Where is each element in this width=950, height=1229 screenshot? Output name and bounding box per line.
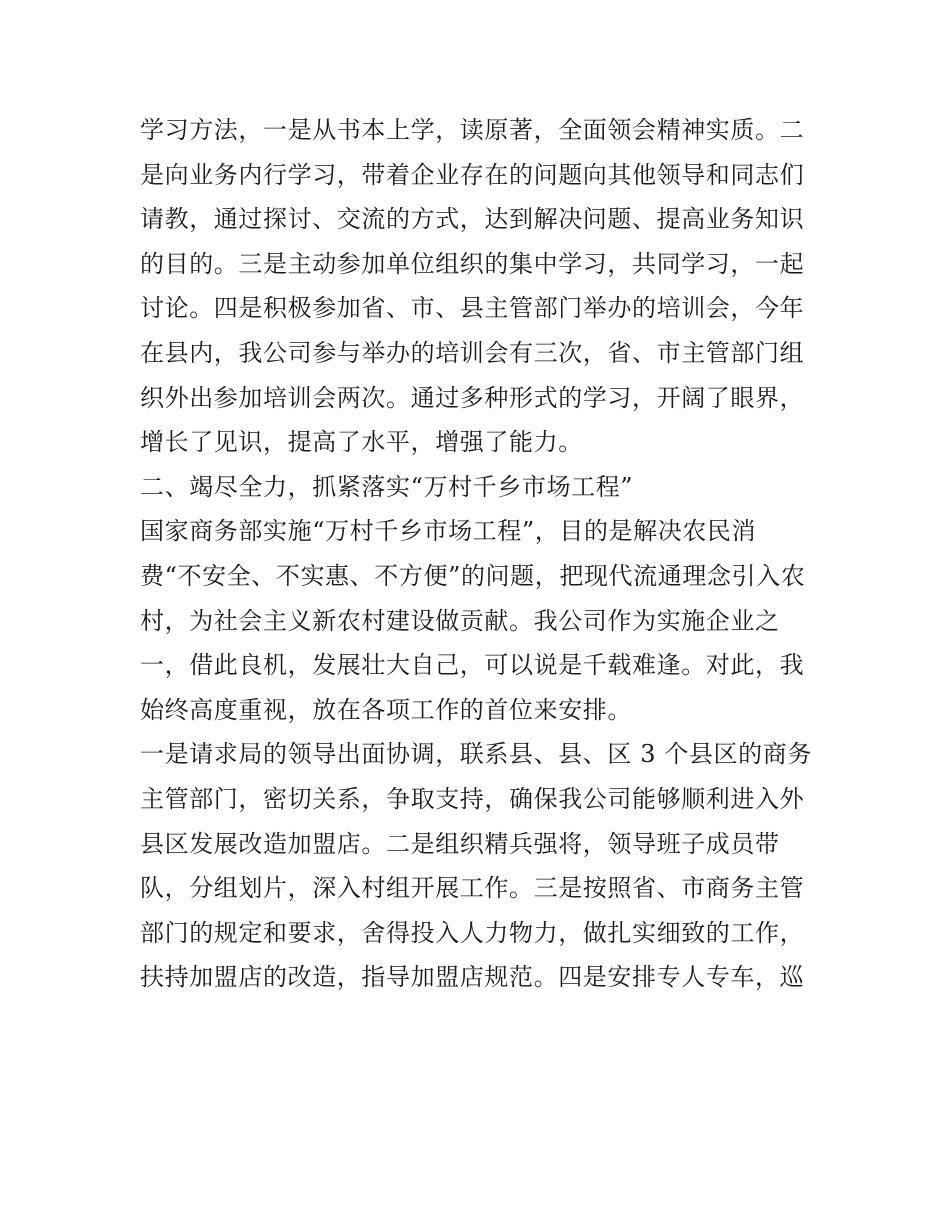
text-line: 请教，通过探讨、交流的方式，达到解决问题、提高业务知识: [140, 205, 805, 234]
text-line: 部门的规定和要求，舍得投入人力物力，做扎实细致的工作，: [140, 918, 805, 947]
text-line: 学习方法，一是从书本上学，读原著，全面领会精神实质。二: [140, 116, 805, 144]
text-line: 县区发展改造加盟店。二是组织精兵强将，领导班子成员带: [140, 829, 780, 858]
text-line: 一是请求局的领导出面协调，联系县、县、区 3 个县区的商务: [140, 740, 812, 769]
text-line: 在县内，我公司参与举办的培训会有三次，省、市主管部门组: [140, 338, 805, 367]
text-line: 队，分组划片，深入村组开展工作。三是按照省、市商务主管: [140, 874, 805, 903]
text-line: 讨论。四是积极参加省、市、县主管部门举办的培训会，今年: [140, 294, 805, 323]
body-text: [140, 108, 820, 1000]
text-line: 一，借此良机，发展壮大自己，可以说是千载难逢。对此，我: [140, 651, 805, 680]
section-heading: 二、竭尽全力，抓紧落实“万村千乡市场工程”: [140, 472, 634, 501]
text-line: 扶持加盟店的改造，指导加盟店规范。四是安排专人专车，巡: [140, 963, 805, 992]
text-line: 国家商务部实施“万村千乡市场工程”，目的是解决农民消: [140, 517, 757, 546]
text-line: 是向业务内行学习，带着企业存在的问题向其他领导和同志们: [140, 160, 805, 189]
text-line: 织外出参加培训会两次。通过多种形式的学习，开阔了眼界，: [140, 383, 805, 412]
text-line: 的目的。三是主动参加单位组织的集中学习，共同学习，一起: [140, 249, 805, 278]
text-line: 始终高度重视，放在各项工作的首位来安排。: [140, 695, 632, 724]
text-line: 村，为社会主义新农村建设做贡献。我公司作为实施企业之: [140, 606, 780, 635]
text-line: 主管部门，密切关系，争取支持，确保我公司能够顺利进入外: [140, 784, 805, 813]
text-line: 增长了见识，提高了水平，增强了能力。: [140, 428, 583, 457]
text-line: 费“不安全、不实惠、不方便”的问题，把现代流通理念引入农: [140, 561, 806, 590]
